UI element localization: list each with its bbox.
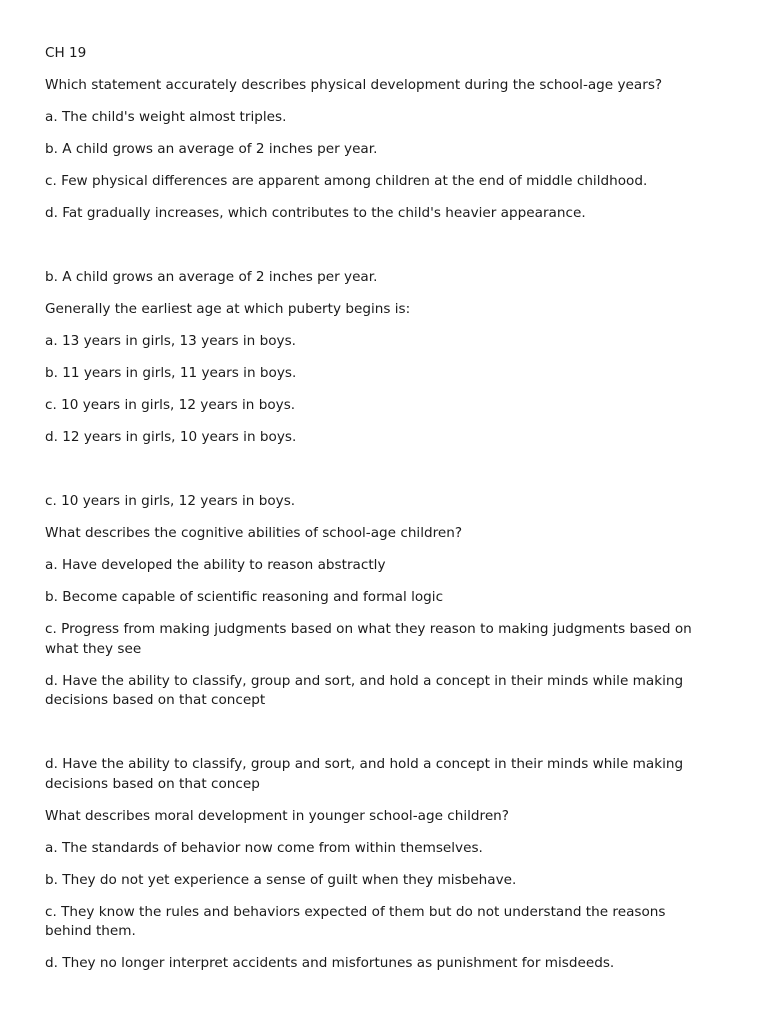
question-3: What describes the cognitive abilities of school-age children?	[45, 525, 463, 541]
question-3-option-a: a. Have developed the ability to reason abstractly	[45, 557, 386, 573]
question-2-option-c: c. 10 years in girls, 12 years in boys.	[45, 397, 296, 413]
question-1-option-b: b. A child grows an average of 2 inches per year.	[45, 141, 378, 157]
question-3-option-b: b. Become capable of scientific reasoning and formal logic	[45, 589, 444, 605]
question-4-option-d: d. They no longer interpret accidents and misfortunes as punishment for misdeeds.	[45, 955, 615, 971]
question-4-option-a: a. The standards of behavior now come from within themselves.	[45, 839, 483, 856]
question-1: Which statement accurately describes physical development during the school-age years?	[45, 77, 663, 93]
question-4-option-b: b. They do not yet experience a sense of guilt when they misbehave.	[45, 871, 517, 888]
question-3-answer: d. Have the ability to classify, group and sort, and hold a concept in their minds while making decisions based on that concep	[45, 756, 684, 792]
question-3-option-d: d. Have the ability to classify, group and sort, and hold a concept in their minds while making decisions based on that concept	[45, 672, 684, 708]
question-2-option-b: b. 11 years in girls, 11 years in boys.	[45, 365, 297, 381]
question-3-option-c: c. Progress from making judgments based on what they reason to making judgments based on what they see	[45, 621, 692, 657]
question-2: Generally the earliest age at which puberty begins is:	[45, 301, 411, 317]
question-4-option-c: c. They know the rules and behaviors expected of them but do not understand the reasons behind them.	[45, 903, 666, 939]
question-4: What describes moral development in younger school-age children?	[45, 807, 510, 824]
spacer	[45, 236, 715, 268]
chapter-heading: CH 19	[45, 45, 87, 61]
question-1-option-d: d. Fat gradually increases, which contributes to the child's heavier appearance.	[45, 205, 586, 221]
question-2-option-a: a. 13 years in girls, 13 years in boys.	[45, 333, 296, 349]
question-2-answer: c. 10 years in girls, 12 years in boys.	[45, 493, 296, 509]
question-1-option-c: c. Few physical differences are apparent among children at the end of middle childhood.	[45, 173, 648, 189]
question-1-option-a: a. The child's weight almost triples.	[45, 109, 287, 125]
question-2-option-d: d. 12 years in girls, 10 years in boys.	[45, 429, 297, 445]
spacer	[45, 723, 715, 755]
document-page	[45, 44, 715, 986]
spacer	[45, 460, 715, 492]
question-1-answer: b. A child grows an average of 2 inches per year.	[45, 269, 378, 285]
